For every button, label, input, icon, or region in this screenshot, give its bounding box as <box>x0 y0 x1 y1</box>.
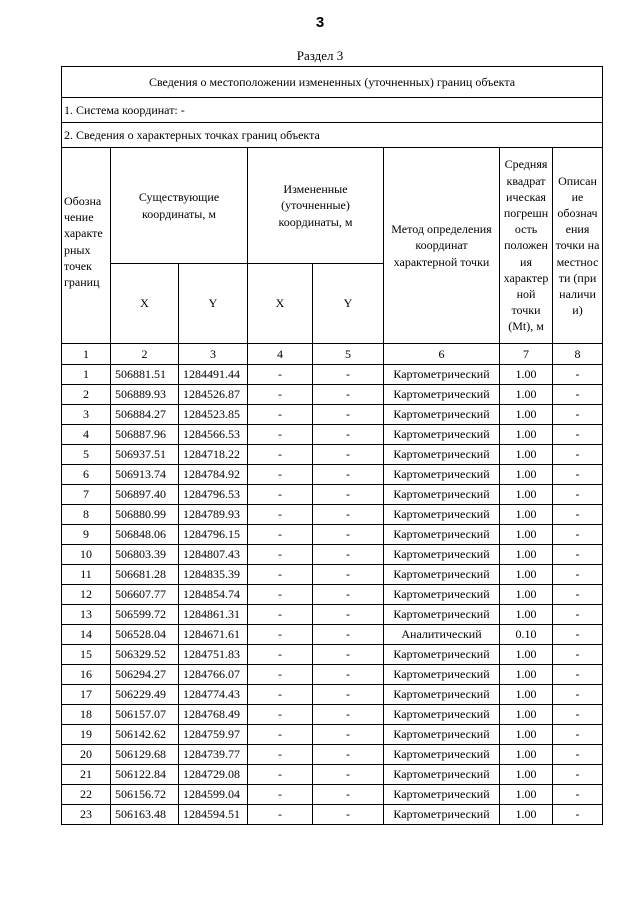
description-cell: - <box>553 785 603 805</box>
existing-y-cell: 1284671.61 <box>179 625 248 645</box>
point-number-cell: 9 <box>62 525 111 545</box>
description-cell: - <box>553 485 603 505</box>
existing-y-cell: 1284729.08 <box>179 765 248 785</box>
method-cell: Картометрический <box>384 385 500 405</box>
method-cell: Картометрический <box>384 745 500 765</box>
section-title: Раздел 3 <box>296 48 344 63</box>
point-number-cell: 12 <box>62 585 111 605</box>
changed-x-cell: - <box>248 765 313 785</box>
accuracy-cell: 1.00 <box>500 445 553 465</box>
existing-x-cell: 506880.99 <box>111 505 179 525</box>
method-cell: Картометрический <box>384 365 500 385</box>
changed-y-cell: - <box>313 425 384 445</box>
changed-y-cell: - <box>313 405 384 425</box>
changed-y-cell: - <box>313 465 384 485</box>
existing-y-cell: 1284796.53 <box>179 485 248 505</box>
description-cell: - <box>553 725 603 745</box>
changed-y-cell: - <box>313 785 384 805</box>
table-row <box>62 585 603 605</box>
table-row <box>62 445 603 465</box>
existing-x-cell: 506142.62 <box>111 725 179 745</box>
accuracy-cell: 1.00 <box>500 405 553 425</box>
accuracy-cell: 1.00 <box>500 385 553 405</box>
accuracy-cell: 1.00 <box>500 645 553 665</box>
changed-y-cell: - <box>313 765 384 785</box>
existing-x-cell: 506599.72 <box>111 605 179 625</box>
method-cell: Картометрический <box>384 405 500 425</box>
existing-y-cell: 1284759.97 <box>179 725 248 745</box>
description-cell: - <box>553 505 603 525</box>
existing-x-cell: 506881.51 <box>111 365 179 385</box>
existing-x-cell: 506937.51 <box>111 445 179 465</box>
column-number: 8 <box>553 344 603 365</box>
changed-y-cell: - <box>313 485 384 505</box>
method-cell: Картометрический <box>384 785 500 805</box>
description-cell: - <box>553 405 603 425</box>
existing-x-cell: 506156.72 <box>111 785 179 805</box>
existing-y-cell: 1284774.43 <box>179 685 248 705</box>
existing-y-cell: 1284594.51 <box>179 805 248 825</box>
header-method: Метод определения координат характерной точки <box>384 148 500 344</box>
accuracy-cell: 1.00 <box>500 745 553 765</box>
existing-y-cell: 1284718.22 <box>179 445 248 465</box>
accuracy-cell: 1.00 <box>500 685 553 705</box>
existing-x-cell: 506122.84 <box>111 765 179 785</box>
changed-x-cell: - <box>248 425 313 445</box>
table-row <box>62 645 603 665</box>
accuracy-cell: 1.00 <box>500 665 553 685</box>
existing-x-cell: 506294.27 <box>111 665 179 685</box>
method-cell: Картометрический <box>384 485 500 505</box>
changed-x-cell: - <box>248 565 313 585</box>
description-cell: - <box>553 525 603 545</box>
changed-x-cell: - <box>248 625 313 645</box>
changed-y-cell: - <box>313 445 384 465</box>
point-number-cell: 6 <box>62 465 111 485</box>
changed-y-cell: - <box>313 365 384 385</box>
changed-x-cell: - <box>248 405 313 425</box>
description-cell: - <box>553 765 603 785</box>
accuracy-cell: 0.10 <box>500 625 553 645</box>
accuracy-cell: 1.00 <box>500 525 553 545</box>
column-numbers-row <box>62 344 603 365</box>
method-cell: Картометрический <box>384 685 500 705</box>
description-cell: - <box>553 365 603 385</box>
table-row <box>62 505 603 525</box>
existing-y-cell: 1284796.15 <box>179 525 248 545</box>
existing-x-cell: 506803.39 <box>111 545 179 565</box>
description-cell: - <box>553 545 603 565</box>
changed-x-cell: - <box>248 665 313 685</box>
coordinate-system: 1. Система координат: - <box>62 98 603 123</box>
changed-x-cell: - <box>248 745 313 765</box>
table-row <box>62 565 603 585</box>
changed-y-cell: - <box>313 625 384 645</box>
changed-x-cell: - <box>248 505 313 525</box>
point-number-cell: 16 <box>62 665 111 685</box>
header-changed-x: X <box>248 264 313 344</box>
accuracy-cell: 1.00 <box>500 485 553 505</box>
existing-x-cell: 506913.74 <box>111 465 179 485</box>
accuracy-cell: 1.00 <box>500 785 553 805</box>
changed-y-cell: - <box>313 685 384 705</box>
header-existing-y: Y <box>179 264 248 344</box>
changed-x-cell: - <box>248 445 313 465</box>
existing-x-cell: 506897.40 <box>111 485 179 505</box>
changed-x-cell: - <box>248 365 313 385</box>
point-number-cell: 23 <box>62 805 111 825</box>
description-cell: - <box>553 645 603 665</box>
column-number: 5 <box>313 344 384 365</box>
table-row <box>62 365 603 385</box>
page-number: 3 <box>315 14 325 31</box>
description-cell: - <box>553 385 603 405</box>
changed-x-cell: - <box>248 645 313 665</box>
description-cell: - <box>553 625 603 645</box>
description-cell: - <box>553 605 603 625</box>
changed-y-cell: - <box>313 725 384 745</box>
table-row <box>62 405 603 425</box>
existing-y-cell: 1284789.93 <box>179 505 248 525</box>
point-number-cell: 5 <box>62 445 111 465</box>
column-number: 4 <box>248 344 313 365</box>
point-number-cell: 18 <box>62 705 111 725</box>
changed-y-cell: - <box>313 645 384 665</box>
changed-y-cell: - <box>313 585 384 605</box>
accuracy-cell: 1.00 <box>500 585 553 605</box>
existing-y-cell: 1284861.31 <box>179 605 248 625</box>
point-number-cell: 4 <box>62 425 111 445</box>
method-cell: Аналитический <box>384 625 500 645</box>
method-cell: Картометрический <box>384 765 500 785</box>
existing-x-cell: 506607.77 <box>111 585 179 605</box>
existing-y-cell: 1284523.85 <box>179 405 248 425</box>
changed-x-cell: - <box>248 525 313 545</box>
method-cell: Картометрический <box>384 805 500 825</box>
existing-y-cell: 1284751.83 <box>179 645 248 665</box>
table-row <box>62 485 603 505</box>
table-row <box>62 545 603 565</box>
header-changed-coords: Измененные (уточненные) координаты, м <box>248 148 384 264</box>
point-number-cell: 21 <box>62 765 111 785</box>
method-cell: Картометрический <box>384 565 500 585</box>
column-number: 7 <box>500 344 553 365</box>
table-row <box>62 465 603 485</box>
changed-y-cell: - <box>313 525 384 545</box>
existing-y-cell: 1284768.49 <box>179 705 248 725</box>
table-row <box>62 725 603 745</box>
existing-y-cell: 1284599.04 <box>179 785 248 805</box>
header-existing-x: X <box>111 264 179 344</box>
point-number-cell: 8 <box>62 505 111 525</box>
description-cell: - <box>553 745 603 765</box>
point-number-cell: 20 <box>62 745 111 765</box>
existing-x-cell: 506889.93 <box>111 385 179 405</box>
column-number: 2 <box>111 344 179 365</box>
changed-x-cell: - <box>248 705 313 725</box>
accuracy-cell: 1.00 <box>500 705 553 725</box>
point-number-cell: 2 <box>62 385 111 405</box>
method-cell: Картометрический <box>384 705 500 725</box>
accuracy-cell: 1.00 <box>500 505 553 525</box>
description-cell: - <box>553 705 603 725</box>
existing-x-cell: 506528.04 <box>111 625 179 645</box>
changed-x-cell: - <box>248 725 313 745</box>
column-number: 1 <box>62 344 111 365</box>
method-cell: Картометрический <box>384 645 500 665</box>
existing-y-cell: 1284766.07 <box>179 665 248 685</box>
description-cell: - <box>553 685 603 705</box>
column-number: 3 <box>179 344 248 365</box>
existing-x-cell: 506681.28 <box>111 565 179 585</box>
accuracy-cell: 1.00 <box>500 805 553 825</box>
accuracy-cell: 1.00 <box>500 565 553 585</box>
table-row <box>62 665 603 685</box>
changed-y-cell: - <box>313 805 384 825</box>
method-cell: Картометрический <box>384 505 500 525</box>
method-cell: Картометрический <box>384 725 500 745</box>
accuracy-cell: 1.00 <box>500 365 553 385</box>
changed-x-cell: - <box>248 805 313 825</box>
existing-y-cell: 1284807.43 <box>179 545 248 565</box>
header-changed-y: Y <box>313 264 384 344</box>
table-row <box>62 685 603 705</box>
accuracy-cell: 1.00 <box>500 765 553 785</box>
header-existing-coords: Существующие координаты, м <box>111 148 248 264</box>
table-row <box>62 625 603 645</box>
existing-x-cell: 506848.06 <box>111 525 179 545</box>
table-title: Сведения о местоположении измененных (уточненных) границ объекта <box>62 67 603 98</box>
existing-x-cell: 506129.68 <box>111 745 179 765</box>
description-cell: - <box>553 805 603 825</box>
boundary-points-table <box>61 66 603 825</box>
point-number-cell: 14 <box>62 625 111 645</box>
table-row <box>62 765 603 785</box>
description-cell: - <box>553 665 603 685</box>
accuracy-cell: 1.00 <box>500 605 553 625</box>
table-row <box>62 385 603 405</box>
changed-y-cell: - <box>313 545 384 565</box>
existing-y-cell: 1284526.87 <box>179 385 248 405</box>
method-cell: Картометрический <box>384 605 500 625</box>
table-row <box>62 525 603 545</box>
changed-y-cell: - <box>313 705 384 725</box>
existing-y-cell: 1284835.39 <box>179 565 248 585</box>
table-row <box>62 785 603 805</box>
changed-y-cell: - <box>313 505 384 525</box>
changed-x-cell: - <box>248 485 313 505</box>
changed-x-cell: - <box>248 465 313 485</box>
existing-y-cell: 1284739.77 <box>179 745 248 765</box>
changed-x-cell: - <box>248 545 313 565</box>
header-description: Описан ие обознач ения точки на местнос ти (при наличи и) <box>553 148 603 344</box>
changed-y-cell: - <box>313 745 384 765</box>
table-row <box>62 805 603 825</box>
point-number-cell: 17 <box>62 685 111 705</box>
existing-x-cell: 506157.07 <box>111 705 179 725</box>
existing-y-cell: 1284784.92 <box>179 465 248 485</box>
accuracy-cell: 1.00 <box>500 545 553 565</box>
point-number-cell: 3 <box>62 405 111 425</box>
description-cell: - <box>553 565 603 585</box>
existing-x-cell: 506229.49 <box>111 685 179 705</box>
existing-x-cell: 506329.52 <box>111 645 179 665</box>
method-cell: Картометрический <box>384 585 500 605</box>
accuracy-cell: 1.00 <box>500 725 553 745</box>
existing-x-cell: 506884.27 <box>111 405 179 425</box>
method-cell: Картометрический <box>384 665 500 685</box>
description-cell: - <box>553 465 603 485</box>
accuracy-cell: 1.00 <box>500 465 553 485</box>
changed-x-cell: - <box>248 585 313 605</box>
existing-x-cell: 506163.48 <box>111 805 179 825</box>
description-cell: - <box>553 445 603 465</box>
point-number-cell: 1 <box>62 365 111 385</box>
changed-x-cell: - <box>248 385 313 405</box>
changed-x-cell: - <box>248 785 313 805</box>
point-number-cell: 15 <box>62 645 111 665</box>
table-row <box>62 745 603 765</box>
point-number-cell: 22 <box>62 785 111 805</box>
changed-x-cell: - <box>248 685 313 705</box>
point-number-cell: 10 <box>62 545 111 565</box>
changed-y-cell: - <box>313 385 384 405</box>
column-number: 6 <box>384 344 500 365</box>
point-number-cell: 11 <box>62 565 111 585</box>
existing-y-cell: 1284854.74 <box>179 585 248 605</box>
existing-x-cell: 506887.96 <box>111 425 179 445</box>
method-cell: Картометрический <box>384 425 500 445</box>
changed-y-cell: - <box>313 665 384 685</box>
existing-y-cell: 1284491.44 <box>179 365 248 385</box>
method-cell: Картометрический <box>384 465 500 485</box>
header-accuracy: Средняя квадрат ическая погрешн ость положен ия характер ной точки (Mt), м <box>500 148 553 344</box>
table-row <box>62 605 603 625</box>
method-cell: Картометрический <box>384 525 500 545</box>
method-cell: Картометрический <box>384 545 500 565</box>
changed-y-cell: - <box>313 605 384 625</box>
point-number-cell: 13 <box>62 605 111 625</box>
points-heading: 2. Сведения о характерных точках границ объекта <box>62 123 603 148</box>
description-cell: - <box>553 585 603 605</box>
method-cell: Картометрический <box>384 445 500 465</box>
table-row <box>62 425 603 445</box>
changed-y-cell: - <box>313 565 384 585</box>
table-row <box>62 705 603 725</box>
existing-y-cell: 1284566.53 <box>179 425 248 445</box>
accuracy-cell: 1.00 <box>500 425 553 445</box>
description-cell: - <box>553 425 603 445</box>
point-number-cell: 19 <box>62 725 111 745</box>
point-number-cell: 7 <box>62 485 111 505</box>
header-point-name: Обозна чение характе рных точек границ <box>62 148 111 344</box>
changed-x-cell: - <box>248 605 313 625</box>
